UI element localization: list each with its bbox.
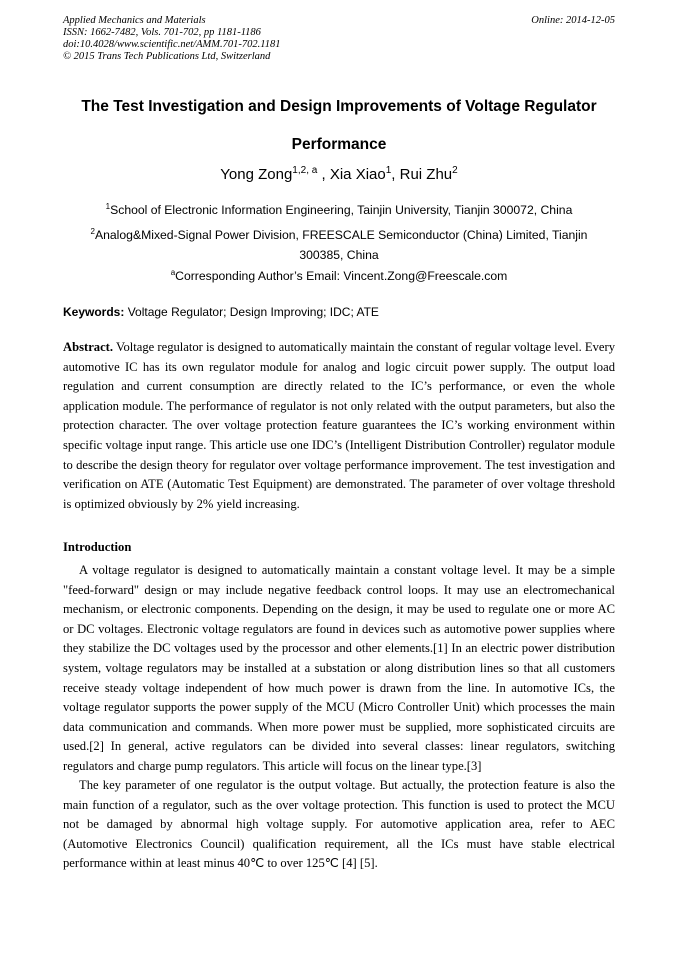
author-name: Xia Xiao (329, 166, 386, 183)
author-affiliation-mark: 1 (385, 165, 392, 176)
abstract-text: Voltage regulator is designed to automatically maintain the constant of regular voltage level. Every automotive IC has its own regulator module for analog and logic circuit power supply. The output load regulation and current consumption are directly related to the IC’s performance, or even the whole application module. The performance of regulator is not only related with the output parameters, but also the protection character. The over voltage protection feature guarantees the IC’s working environment within specific voltage input range. This article use one IDC’s (Intelligent Distribution Controller) regulator module to describe the design theory for regulator over voltage performance improvement. The test investigation and verification on ATE (Automatic Test Equipment) are demonstrated. The parameter of over voltage threshold is optimized obviously by 2% yield increasing. (63, 340, 615, 511)
author-name: Yong Zong (220, 166, 293, 183)
abstract (63, 338, 615, 514)
keywords-text: Voltage Regulator; Design Improving; IDC; ATE (124, 305, 379, 319)
journal-doi: doi:10.4028/www.scientific.net/AMM.701-702.1181 (63, 39, 281, 50)
intro-paragraph-1: A voltage regulator is designed to automatically maintain a constant voltage level. It may be a simple "feed-forward" design or may include negative feedback control loops. It may use an electromechanical mechanism, or electronic components. Depending on the design, it may be used to regulate one or more AC or DC voltages. Electronic voltage regulators are found in devices such as automotive power supplies where they stabilize the DC voltages used by the processor and other elements.[1] In an electric power distribution system, voltage regulators may be installed at a substation or along distribution lines so that all customers receive steady voltage independent of how much power is drawn from the line. In automotive ICs, the voltage regulator supports the power supply of the MCU (Micro Controller Unit) which processes the main data communication and commands. When more power must be supplied, more sophisticated circuits are used.[2] In general, active regulators can be divided into several classes: linear regulators, switching regulators and charge pump regulators. This article will focus on the linear type.[3] (63, 563, 615, 773)
affiliation-mark: 2 (90, 226, 95, 236)
author-list (60, 163, 618, 187)
intro-paragraph-2: The key parameter of one regulator is the output voltage. But actually, the protection feature is also the main function of a regulator, such as the over voltage protection. This function is used to protect the MCU not be damaged by abnormal high voltage supply. For automotive application area, refer to AEC (Automotive Electronics Council) qualification requirement, all the ICs must have stable electrical performance within at least minus 40℃ to over 125℃ [4] [5]. (63, 778, 615, 871)
author-separator: , (317, 166, 330, 183)
affiliation-2 (75, 225, 603, 265)
affiliation-mark: 1 (105, 201, 111, 211)
journal-issn: ISSN: 1662-7482, Vols. 701-702, pp 1181-1186 (63, 27, 261, 38)
corresponding-author (75, 266, 603, 286)
section-heading-introduction: Introduction (63, 540, 132, 554)
author-separator: , (391, 166, 400, 183)
corresponding-email: Corresponding Author’s Email: Vincent.Zong@Freescale.com (175, 269, 508, 283)
affiliation-text: School of Electronic Information Engineering, Tainjin University, Tianjin 300072, China (110, 203, 573, 217)
author-affiliation-mark: 1,2, a (292, 165, 318, 176)
abstract-label: Abstract. (63, 340, 114, 354)
author-name: Rui Zhu (399, 166, 453, 183)
journal-name: Applied Mechanics and Materials (63, 15, 206, 26)
affiliation-text: Analog&Mixed-Signal Power Division, FREESCALE Semiconductor (China) Limited, Tianjin 300385, China (95, 228, 588, 262)
journal-copyright: © 2015 Trans Tech Publications Ltd, Switzerland (63, 51, 271, 62)
online-date: Online: 2014-12-05 (531, 15, 615, 26)
journal-header (63, 15, 280, 63)
keywords-label: Keywords: (63, 305, 125, 319)
keywords (63, 302, 615, 322)
paper-title: The Test Investigation and Design Improvements of Voltage Regulator Performance (81, 98, 597, 153)
affiliation-1 (75, 200, 603, 220)
author-affiliation-mark: 2 (452, 165, 458, 176)
affiliation-mark: a (170, 267, 176, 277)
